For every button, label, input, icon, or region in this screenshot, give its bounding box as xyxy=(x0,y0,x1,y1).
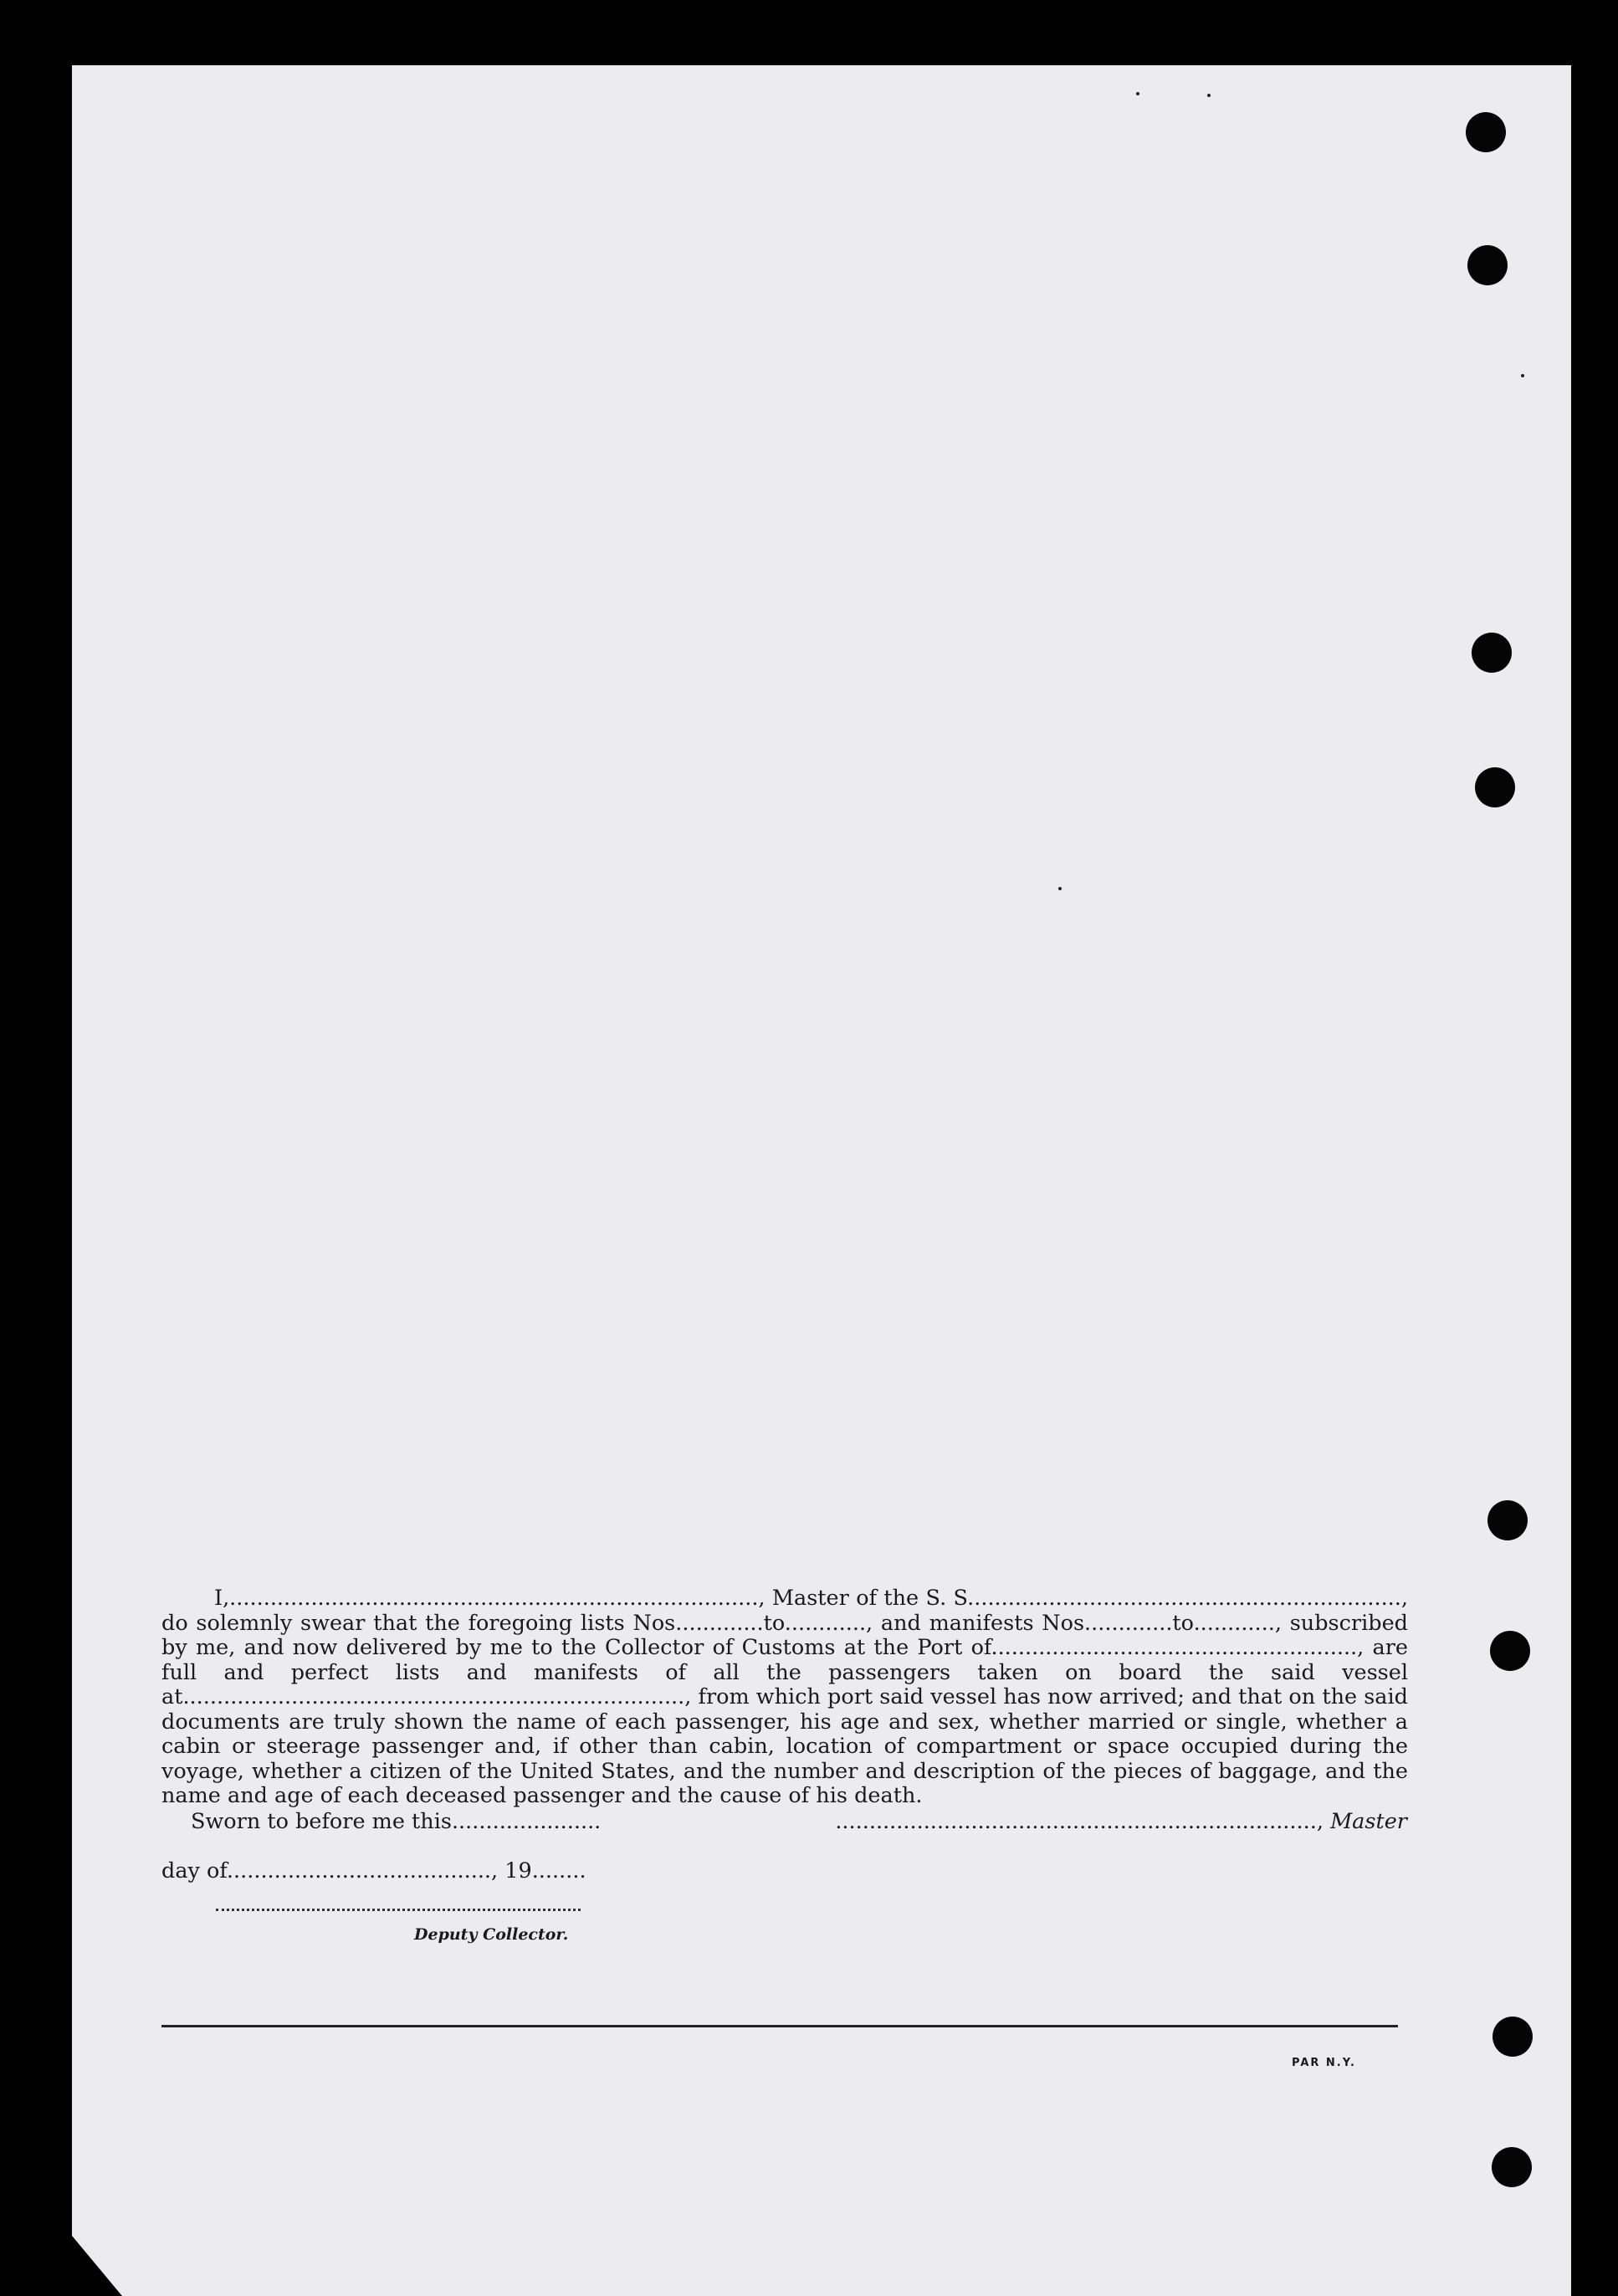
speck-mark xyxy=(1136,92,1139,95)
deputy-signature-line xyxy=(216,1909,581,1911)
printer-mark: PAR N.Y. xyxy=(1292,2057,1356,2069)
master-signature-line xyxy=(835,1809,1407,1834)
document-page xyxy=(72,65,1571,2296)
punch-hole xyxy=(1472,633,1512,673)
punch-hole xyxy=(1487,1500,1528,1540)
oath-paragraph: I,.............................................................................., Master of the S. S................................................................, do solemnly swear that the foregoing lists Nos.............to............, and manifests Nos.............to............, subscribed by me, and now delivered by me to the Collector of Customs at the Port of......................................................, are full and perfect lists and manifests of all the passengers taken on board the said vessel at.........................................................................., from which port said vessel has now arrived; and that on the said documents are truly shown the name of each passenger, his age and sex, whether married or single, whether a cabin or steerage passenger and, if other than cabin, location of compartment or space occupied during the voyage, whether a citizen of the United States, and the number and description of the pieces of baggage, and the name and age of each deceased passenger and the cause of his death. xyxy=(161,1586,1408,1808)
punch-hole xyxy=(1492,2147,1532,2187)
punch-hole xyxy=(1493,2017,1533,2057)
master-signature-dots: ......................................................................., xyxy=(835,1809,1324,1834)
horizontal-rule xyxy=(161,2025,1398,2027)
punch-hole xyxy=(1490,1631,1530,1671)
day-of-line: day of......................................., 19........ xyxy=(161,1858,586,1883)
punch-hole xyxy=(1467,245,1508,285)
speck-mark xyxy=(1207,94,1211,97)
punch-hole xyxy=(1475,767,1515,807)
speck-mark xyxy=(1058,887,1062,890)
deputy-collector-label: Deputy Collector. xyxy=(414,1925,569,1944)
master-label: Master xyxy=(1330,1809,1407,1834)
sworn-before-line: Sworn to before me this...................... xyxy=(191,1809,602,1834)
speck-mark xyxy=(1521,374,1524,377)
punch-hole xyxy=(1466,112,1506,152)
